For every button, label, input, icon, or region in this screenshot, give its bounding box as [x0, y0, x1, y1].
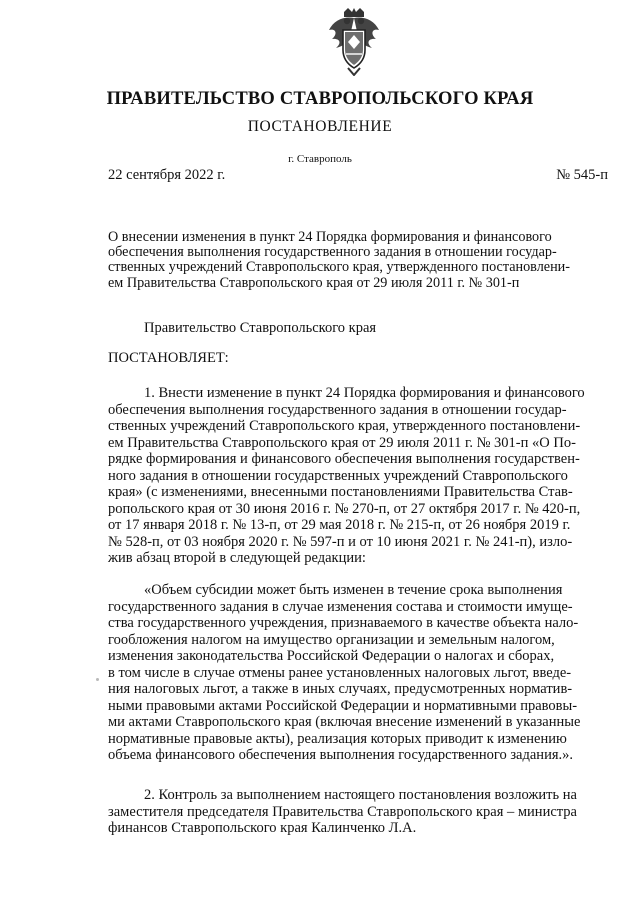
- quote-line: в том числе в случае отмены ранее установленных налоговых льгот, введе-: [108, 664, 572, 681]
- paragraph-line: № 528-п, от 03 ноября 2020 г. № 597-п и от 10 июня 2021 г. № 241-п), изло-: [108, 533, 573, 550]
- paragraph-line: ного задания в отношении государственных учреждений Ставропольского: [108, 467, 568, 484]
- subject-line: О внесении изменения в пункт 24 Порядка формирования и финансового: [108, 229, 552, 245]
- quote-line: ства государственного учреждения, признаваемого в качестве объекта нало-: [108, 615, 579, 631]
- paragraph-2: [108, 787, 608, 837]
- paragraph-1: [108, 385, 608, 567]
- paragraph-line: 2. Контроль за выполнением настоящего постановления возложить на: [144, 787, 577, 803]
- quote-line: изменения законодательства Российской Федерации о налогах и сборах,: [108, 648, 555, 664]
- stavropol-coat-of-arms-icon: [326, 8, 382, 76]
- subject-line: обеспечения выполнения государственного задания в отношении государ-: [108, 244, 557, 261]
- quote-line: «Объем субсидии может быть изменен в течение срока выполнения: [144, 582, 563, 598]
- paragraph-line: финансов Ставропольского края Калинченко Л.А.: [108, 820, 417, 836]
- quoted-amendment: [108, 582, 608, 764]
- paragraph-line: 1. Внести изменение в пункт 24 Порядка формирования и финансового: [144, 385, 585, 401]
- paragraph-line: ем Правительства Ставропольского края от 29 июля 2011 г. № 301-п «О По-: [108, 434, 576, 451]
- subject-line: ем Правительства Ставропольского края от 29 июля 2011 г. № 301-п: [108, 274, 520, 291]
- preamble-government: Правительство Ставропольского края: [144, 320, 377, 336]
- paragraph-line: жив абзац второй в следующей редакции:: [108, 550, 366, 566]
- paragraph-line: ственных учреждений Ставропольского края, утвержденного постановлени-: [108, 418, 581, 434]
- paragraph-line: края» (с изменениями, внесенными постановлениями Правительства Став-: [108, 484, 573, 500]
- document-type: ПОСТАНОВЛЕНИЕ: [247, 118, 393, 135]
- paragraph-line: рядке формирования и финансового обеспечения выполнения государствен-: [108, 451, 580, 467]
- government-name-heading: ПРАВИТЕЛЬСТВО СТАВРОПОЛЬСКОГО КРАЯ: [106, 89, 534, 109]
- quote-line: ния налоговых льгот, а также в иных случаях, предусмотренных норматив-: [108, 681, 573, 697]
- quote-line: государственного задания в случае изменения состава и стоимости имуще-: [108, 598, 573, 615]
- preamble-decrees: ПОСТАНОВЛЯЕТ:: [108, 350, 229, 366]
- paragraph-line: от 17 января 2018 г. № 13-п, от 29 мая 2018 г. № 215-п, от 26 ноября 2019 г.: [108, 517, 571, 533]
- document-number: № 545-п: [556, 167, 608, 183]
- subject-line: ственных учреждений Ставропольского края, утвержденного постановлени-: [108, 259, 570, 276]
- quote-line: нормативные правовые акты), реализация которых приводит к изменению: [108, 730, 567, 747]
- quote-line: объема финансового обеспечения выполнения государственного задания.».: [108, 747, 573, 763]
- paragraph-line: ропольского края от 30 июня 2016 г. № 270-п, от 27 октября 2017 г. № 420-п,: [108, 500, 581, 517]
- paragraph-line: обеспечения выполнения государственного задания в отношении государ-: [108, 401, 567, 418]
- document-subject: [108, 230, 608, 291]
- quote-line: ми актами Ставропольского края (включая внесение изменений в указанные: [108, 714, 581, 730]
- city-of-issue: г. Ставрополь: [288, 153, 352, 165]
- scan-speck: [96, 678, 99, 681]
- quote-line: ными правовыми актами Российской Федерации и нормативными правовы-: [108, 697, 578, 714]
- paragraph-line: заместителя председателя Правительства Ставропольского края – министра: [108, 803, 577, 820]
- quote-line: гообложения налогом на имущество организации и земельным налогом,: [108, 631, 555, 648]
- document-date: 22 сентября 2022 г.: [108, 167, 226, 183]
